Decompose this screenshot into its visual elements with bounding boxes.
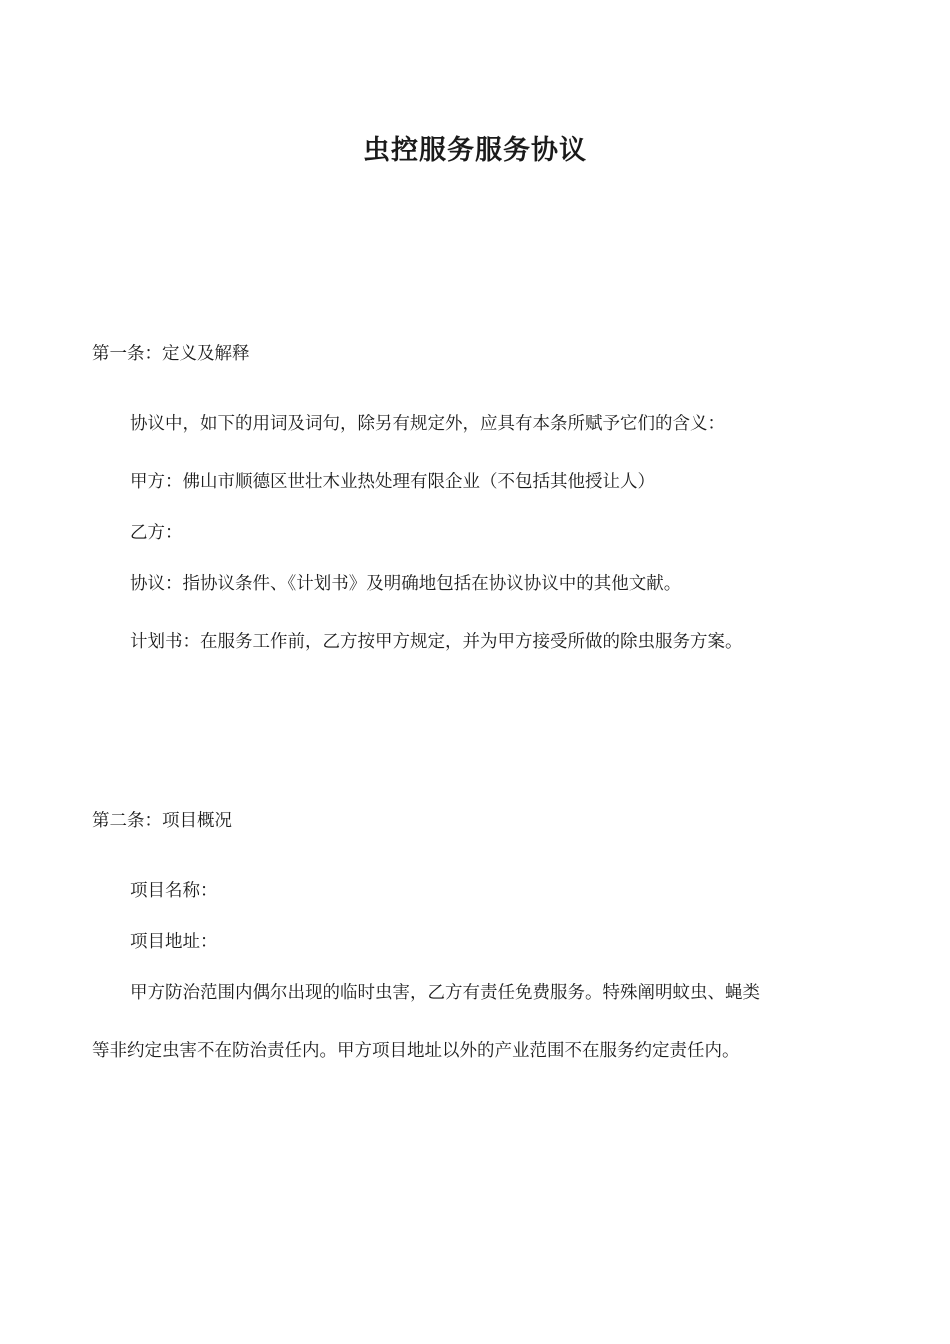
party-b-line: 乙方： xyxy=(130,523,183,543)
project-name-line: 项目名称： xyxy=(130,881,218,901)
scope-paragraph-line-2: 等非约定虫害不在防治责任内。甲方项目地址以外的产业范围不在服务约定责任内。 xyxy=(92,1041,740,1061)
section-1-heading: 第一条：定义及解释 xyxy=(92,344,250,364)
document-title: 虫控服务服务协议 xyxy=(363,135,587,166)
project-address-line: 项目地址： xyxy=(130,932,218,952)
scope-paragraph-line-1: 甲方防治范围内偶尔出现的临时虫害，乙方有责任免费服务。特殊阐明蚊虫、蝇类 xyxy=(130,983,760,1003)
agreement-definition: 协议：指协议条件、《计划书》及明确地包括在协议协议中的其他文献。 xyxy=(130,574,682,594)
plan-definition: 计划书：在服务工作前，乙方按甲方规定，并为甲方接受所做的除虫服务方案。 xyxy=(130,632,743,652)
party-a-line: 甲方：佛山市顺德区世壮木业热处理有限企业（不包括其他授让人） xyxy=(130,472,655,492)
section-2-heading: 第二条：项目概况 xyxy=(92,811,232,831)
section-1-paragraph: 协议中，如下的用词及词句，除另有规定外，应具有本条所赋予它们的含义： xyxy=(130,414,725,434)
